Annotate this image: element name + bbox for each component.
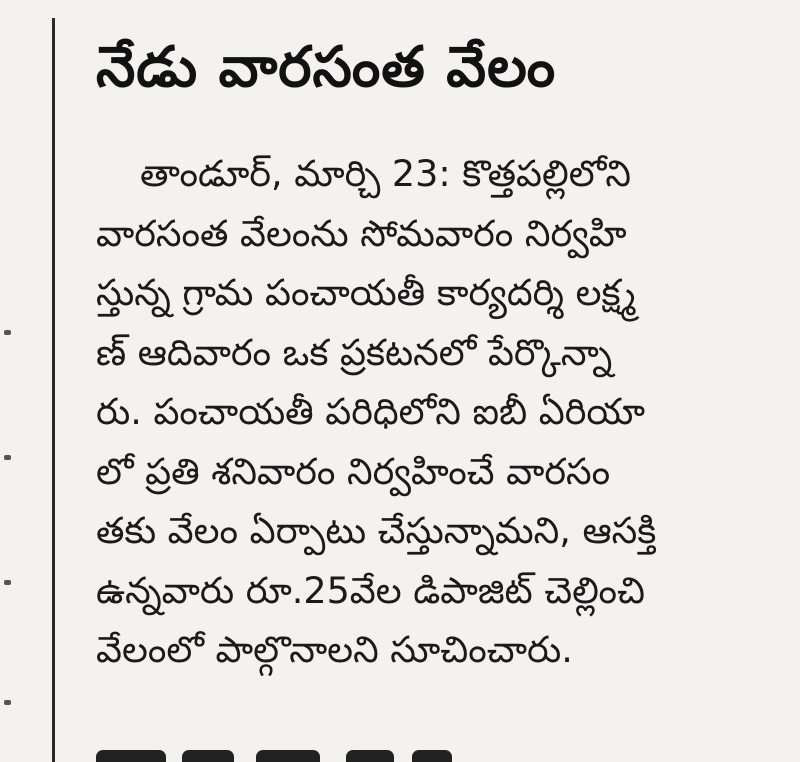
- cropped-glyph: [412, 750, 452, 762]
- article-line: స్తున్న గ్రామ పంచాయతీ కార్యదర్శి లక్ష్మ: [96, 271, 636, 314]
- cropped-glyph: [96, 750, 166, 762]
- news-article: [96, 28, 746, 680]
- article-line: తకు వేలం ఏర్పాటు చేస్తున్నామని, ఆసక్తి: [96, 509, 657, 552]
- article-line: వారసంత వేలంను సోమవారం నిర్వహి: [96, 211, 627, 255]
- cropped-glyph: [256, 750, 320, 762]
- next-article-headline-fragment: [96, 744, 456, 762]
- article-line: రు. పంచాయతీ పరిధిలోని ఐబీ ఏరియా: [96, 390, 646, 433]
- cropped-glyph: [346, 750, 394, 762]
- cropped-glyph: [182, 750, 234, 762]
- adjacent-column-edge: [0, 0, 14, 762]
- adjacent-column-mark: [4, 455, 11, 460]
- article-headline: నేడు వారసంత వేలం: [96, 35, 557, 100]
- article-line: తాండూర్, మార్చి 23: కొత్తపల్లిలోని: [140, 152, 631, 195]
- adjacent-column-mark: [4, 330, 11, 335]
- article-body: [96, 144, 746, 680]
- column-divider: [52, 18, 55, 762]
- article-line: వేలంలో పాల్గొనాలని సూచించారు.: [96, 628, 573, 671]
- article-line: ఉన్నవారు రూ.25వేల డిపాజిట్ చెల్లించి: [96, 568, 645, 612]
- adjacent-column-mark: [4, 580, 11, 585]
- adjacent-column-mark: [4, 700, 11, 705]
- article-line: లో ప్రతి శనివారం నిర్వహించే వారసం: [96, 449, 611, 493]
- article-line: ణ్ ఆదివారం ఒక ప్రకటనలో పేర్కొన్నా: [96, 330, 613, 374]
